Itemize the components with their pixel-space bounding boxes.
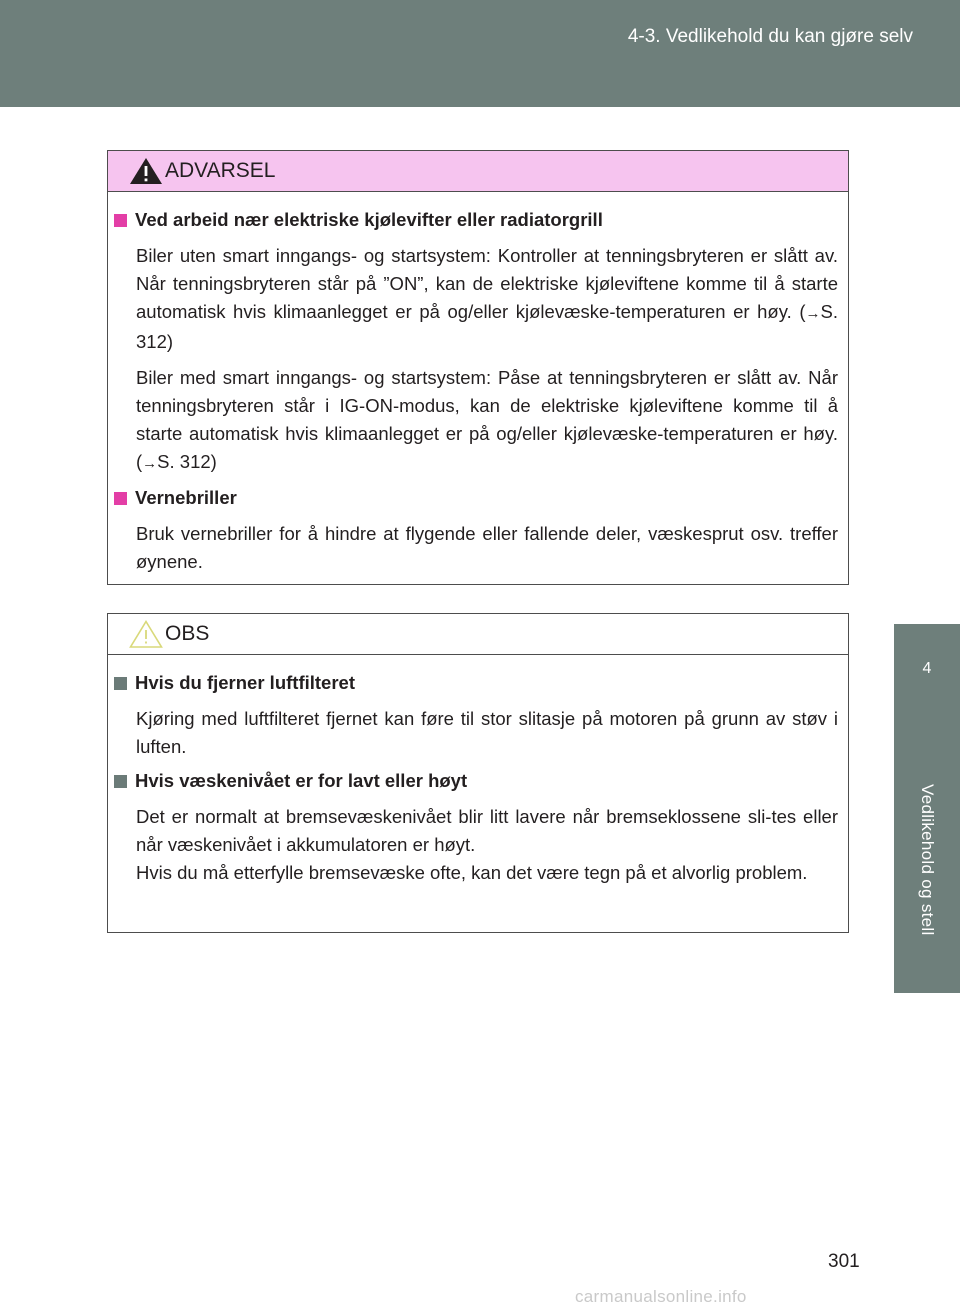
warning-box-header [108, 151, 848, 192]
chapter-label-text: Vedlikehold og stell [918, 784, 937, 936]
bullet-square-icon [114, 214, 127, 227]
caution-body [108, 655, 848, 905]
arrow-right-icon: → [142, 455, 158, 472]
warning-triangle-icon [128, 156, 164, 186]
bullet-square-icon [114, 492, 127, 505]
warning-item-heading-text: Ved arbeid nær elektriske kjølevifter eller radiatorgrill [135, 209, 603, 230]
chapter-label [894, 730, 960, 990]
warning-title: ADVARSEL [165, 159, 276, 182]
warning-paragraph: Bruk vernebriller for å hindre at flygende eller fallende deler, væskesprut osv. treffer øynene. [136, 523, 838, 572]
section-title: 4-3. Vedlikehold du kan gjøre selv [627, 26, 913, 47]
warning-body [108, 192, 848, 594]
caution-box [107, 613, 849, 933]
warning-item-heading-text: Vernebriller [135, 487, 237, 508]
paragraph-text: Biler uten smart inngangs- og startsystem: Kontroller at tenningsbryteren er slått av. Når tenningsbryteren står på ”ON”, kan de elektriske kjøleviftene komme til å starte automatisk hvis klimaanlegget er på og/eller kjølevæske-temperaturen er høy. ( [136, 245, 838, 322]
paragraph-text: Biler med smart inngangs- og startsystem: Påse at tenningsbryteren er slått av. Når tenningsbryteren står i IG-ON-modus, kan de elektriske kjøleviftene komme til å starte automatisk hvis klimaanlegget er på og/eller kjølevæske-temperaturen er høy. ( [136, 367, 838, 472]
page-reference[interactable]: S. 312) [157, 451, 217, 472]
page-number: 301 [828, 1251, 860, 1272]
caution-paragraph: Kjøring med luftfilteret fjernet kan føre til stor slitasje på motoren på grunn av støv i luften. [136, 708, 838, 757]
caution-box-header [108, 614, 848, 655]
caution-title: OBS [165, 622, 210, 645]
caution-item-heading-text: Hvis du fjerner luftfilteret [135, 672, 355, 693]
watermark: carmanualsonline.info [575, 1287, 747, 1306]
caution-paragraph: Hvis du må etterfylle bremsevæske ofte, kan det være tegn på et alvorlig problem. [136, 862, 808, 883]
bullet-square-icon [114, 775, 127, 788]
chapter-number: 4 [922, 660, 932, 677]
warning-paragraph [136, 364, 838, 478]
caution-item-heading [112, 669, 838, 697]
warning-paragraph [136, 242, 838, 356]
caution-triangle-icon [128, 619, 164, 649]
warning-box [107, 150, 849, 585]
bullet-square-icon [114, 677, 127, 690]
page-header [0, 0, 960, 107]
warning-item-heading [112, 484, 838, 512]
chapter-tab [894, 624, 960, 718]
caution-item-heading [112, 767, 838, 795]
page-reference[interactable]: S. 312) [136, 301, 838, 352]
warning-item-heading [112, 206, 838, 234]
arrow-right-icon: → [805, 305, 821, 322]
caution-item-heading-text: Hvis væskenivået er for lavt eller høyt [135, 770, 468, 791]
caution-paragraph: Det er normalt at bremsevæskenivået blir litt lavere når bremseklossene sli-tes eller når væskenivået i akkumulatoren er høyt. [136, 806, 838, 855]
